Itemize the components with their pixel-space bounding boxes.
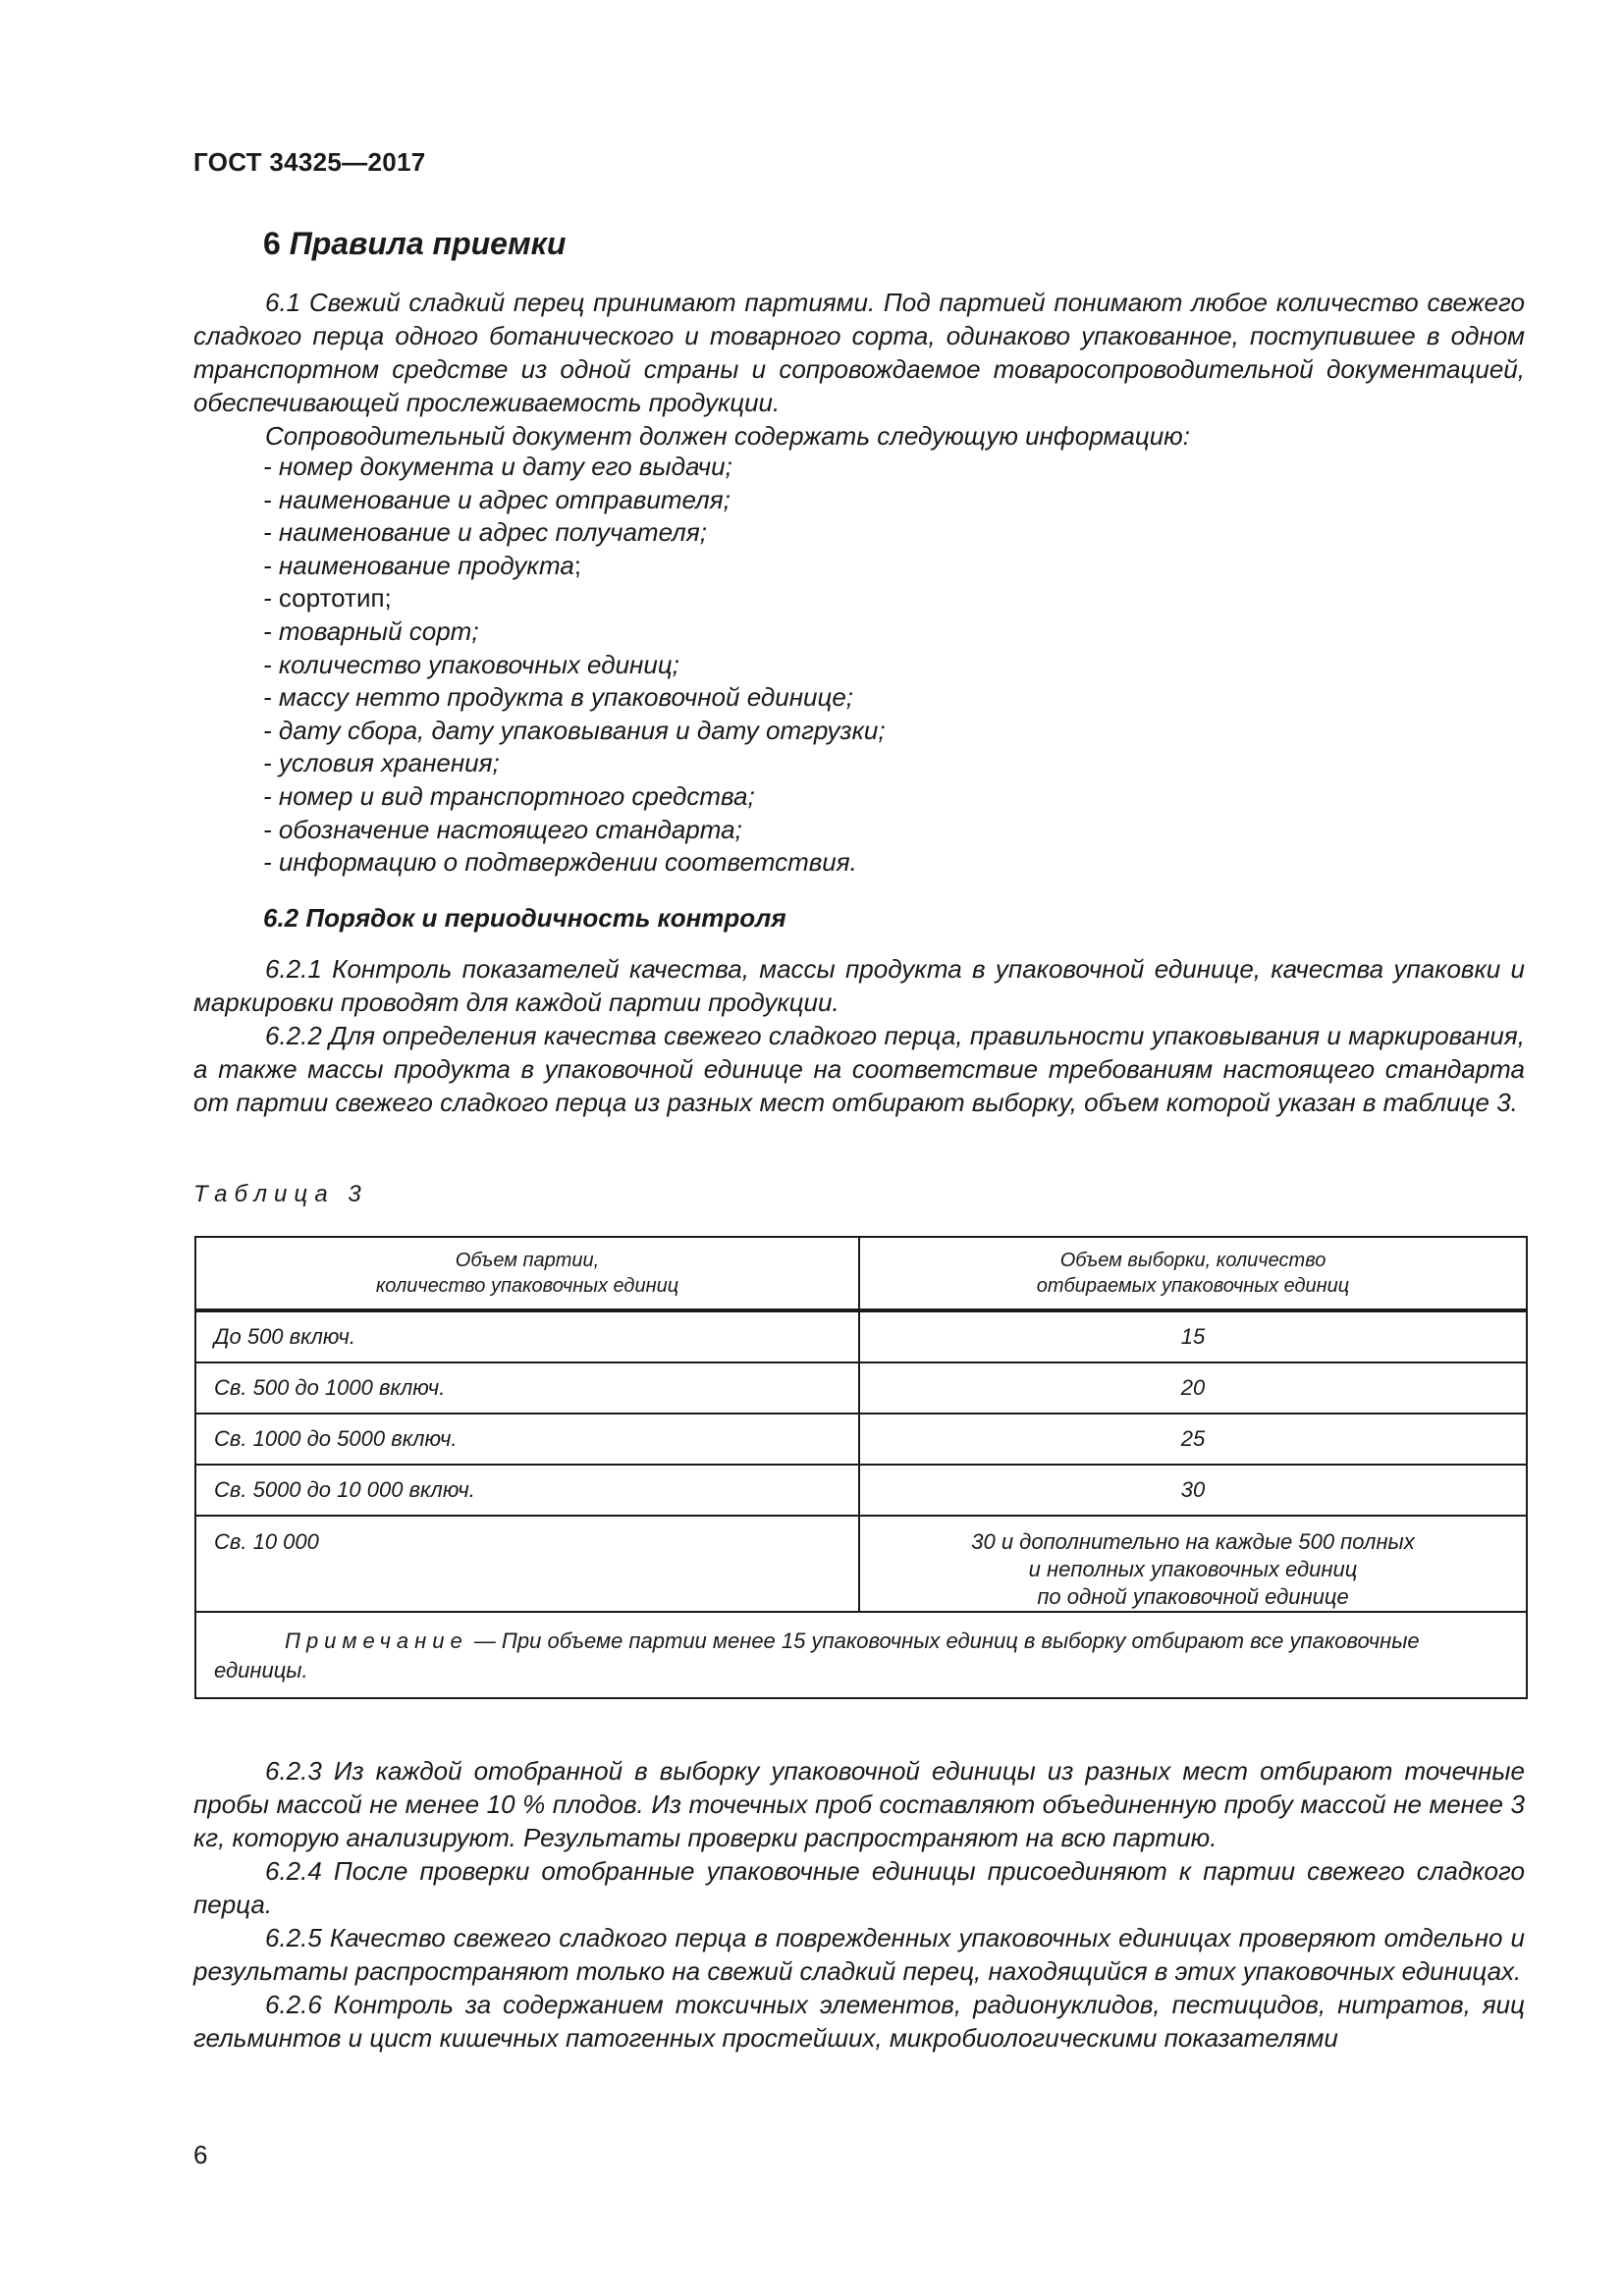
list-item-text: сортотип;: [278, 583, 392, 614]
table-row: [195, 1516, 1527, 1612]
list-item: - информацию о подтверждении соответствия.: [263, 847, 857, 878]
paragraph-6-1: 6.1 Свежий сладкий перец принимают партиями. Под партией понимают любое количество свежего сладкого перца одного ботанического и товарного сорта, одинаково упакованное, поступившее в одном транспортном средстве из одной страны и сопровождаемое товаросопроводительной документацией, обеспечивающей прослеживаемость продукции.: [193, 288, 1525, 417]
note-label: Примечание: [285, 1629, 468, 1653]
header-line: Объем выборки, количество: [1059, 1250, 1326, 1271]
paragraph-6-2-3: 6.2.3 Из каждой отобранной в выборку упаковочной единицы из разных мест отбирают точечные пробы массой не менее 10 % плодов. Из точечных проб составляют объединенную пробу массой не менее 3 кг, которую анализируют. Результаты проверки распространяют на всю партию.: [193, 1756, 1525, 1852]
header-line: Объем партии,: [455, 1250, 600, 1271]
section-title: [263, 226, 566, 262]
cell-sample-size: 25: [859, 1414, 1527, 1465]
cell-sample-size: 20: [859, 1362, 1527, 1414]
table-header-lot-size: [195, 1237, 859, 1310]
paragraph-6-2-5: 6.2.5 Качество свежего сладкого перца в поврежденных упаковочных единицах проверяют отдельно и результаты распространяют только на свежий сладкий перец, находящийся в этих упаковочных единицах.: [193, 1923, 1525, 1986]
list-item-dash: -: [263, 583, 279, 614]
table-header-sample-size: [859, 1237, 1527, 1310]
list-item: - дату сбора, дату упаковывания и дату отгрузки;: [263, 715, 886, 745]
table-row: [195, 1362, 1527, 1414]
table-header-row: [195, 1237, 1527, 1310]
subsection-title-6-2: 6.2 Порядок и периодичность контроля: [263, 903, 786, 933]
paragraph-6-2-4: 6.2.4 После проверки отобранные упаковочные единицы присоединяют к партии свежего сладкого перца.: [193, 1856, 1525, 1919]
table-row: [195, 1310, 1527, 1362]
cell-lot-size: Св. 500 до 1000 включ.: [195, 1362, 859, 1414]
list-item: [263, 582, 1520, 615]
header-line: количество упаковочных единиц: [375, 1275, 679, 1297]
section-number: 6: [263, 226, 281, 261]
list-item: - обозначение настоящего стандарта;: [263, 814, 742, 844]
list-item-tail: ;: [573, 550, 582, 580]
cell-line: и неполных упаковочных единиц: [1028, 1557, 1358, 1581]
page-number: 6: [193, 2140, 208, 2169]
list-item: [263, 550, 1520, 583]
document-info-list: [263, 451, 1520, 880]
list-item: - наименование и адрес получателя;: [263, 517, 707, 548]
paragraph-6-2-3-block: [193, 1754, 1525, 2055]
table-caption: Таблица 3: [193, 1181, 368, 1207]
list-item: - массу нетто продукта в упаковочной единице;: [263, 682, 854, 713]
table-row: [195, 1414, 1527, 1465]
sampling-table: [194, 1236, 1528, 1699]
cell-sample-size: 15: [859, 1310, 1527, 1362]
note-text: — При объеме партии менее 15 упаковочных единиц в выборку отбирают все упаковочные единицы.: [214, 1629, 1420, 1682]
cell-lot-size: Св. 1000 до 5000 включ.: [195, 1414, 859, 1465]
list-item: - условия хранения;: [263, 748, 500, 778]
cell-line: по одной упаковочной единице: [1037, 1584, 1349, 1609]
cell-sample-size: [859, 1516, 1527, 1612]
table-note-row: [195, 1612, 1527, 1698]
cell-lot-size: Св. 10 000: [195, 1516, 859, 1612]
paragraph-6-2-2: 6.2.2 Для определения качества свежего сладкого перца, правильности упаковывания и маркирования, а также массы продукта в упаковочной единице на соответствие требованиям настоящего стандарта от партии свежего сладкого перца из разных мест отбирают выборку, объем которой указан в таблице 3.: [193, 1021, 1525, 1117]
paragraph-6-2-1: 6.2.1 Контроль показателей качества, массы продукта в упаковочной единице, качества упаковки и маркировки проводят для каждой партии продукции.: [193, 954, 1525, 1017]
list-item: - наименование и адрес отправителя;: [263, 484, 731, 514]
table-note: [195, 1612, 1527, 1698]
paragraph-doc-info: Сопроводительный документ должен содержать следующую информацию:: [265, 421, 1190, 451]
paragraph-6-2-block: [193, 952, 1525, 1119]
cell-line: 30 и дополнительно на каждые 500 полных: [971, 1529, 1415, 1554]
paragraph-6-2-6: 6.2.6 Контроль за содержанием токсичных элементов, радионуклидов, пестицидов, нитратов, яиц гельминтов и цист кишечных патогенных простейших, микробиологическими показателями: [193, 1990, 1525, 2053]
list-item-text: - наименование продукта: [263, 550, 574, 580]
section-title-text: Правила приемки: [289, 226, 567, 261]
table-row: [195, 1465, 1527, 1516]
cell-sample-size: 30: [859, 1465, 1527, 1516]
list-item: - количество упаковочных единиц;: [263, 649, 679, 679]
cell-lot-size: До 500 включ.: [195, 1310, 859, 1362]
cell-lot-size: Св. 5000 до 10 000 включ.: [195, 1465, 859, 1516]
paragraph-6-1-block: [193, 286, 1525, 453]
document-header: ГОСТ 34325—2017: [193, 147, 426, 177]
list-item: - номер документа и дату его выдачи;: [263, 452, 732, 481]
header-line: отбираемых упаковочных единиц: [1036, 1275, 1350, 1297]
list-item: - номер и вид транспортного средства;: [263, 780, 755, 811]
list-item: - товарный сорт;: [263, 615, 479, 646]
